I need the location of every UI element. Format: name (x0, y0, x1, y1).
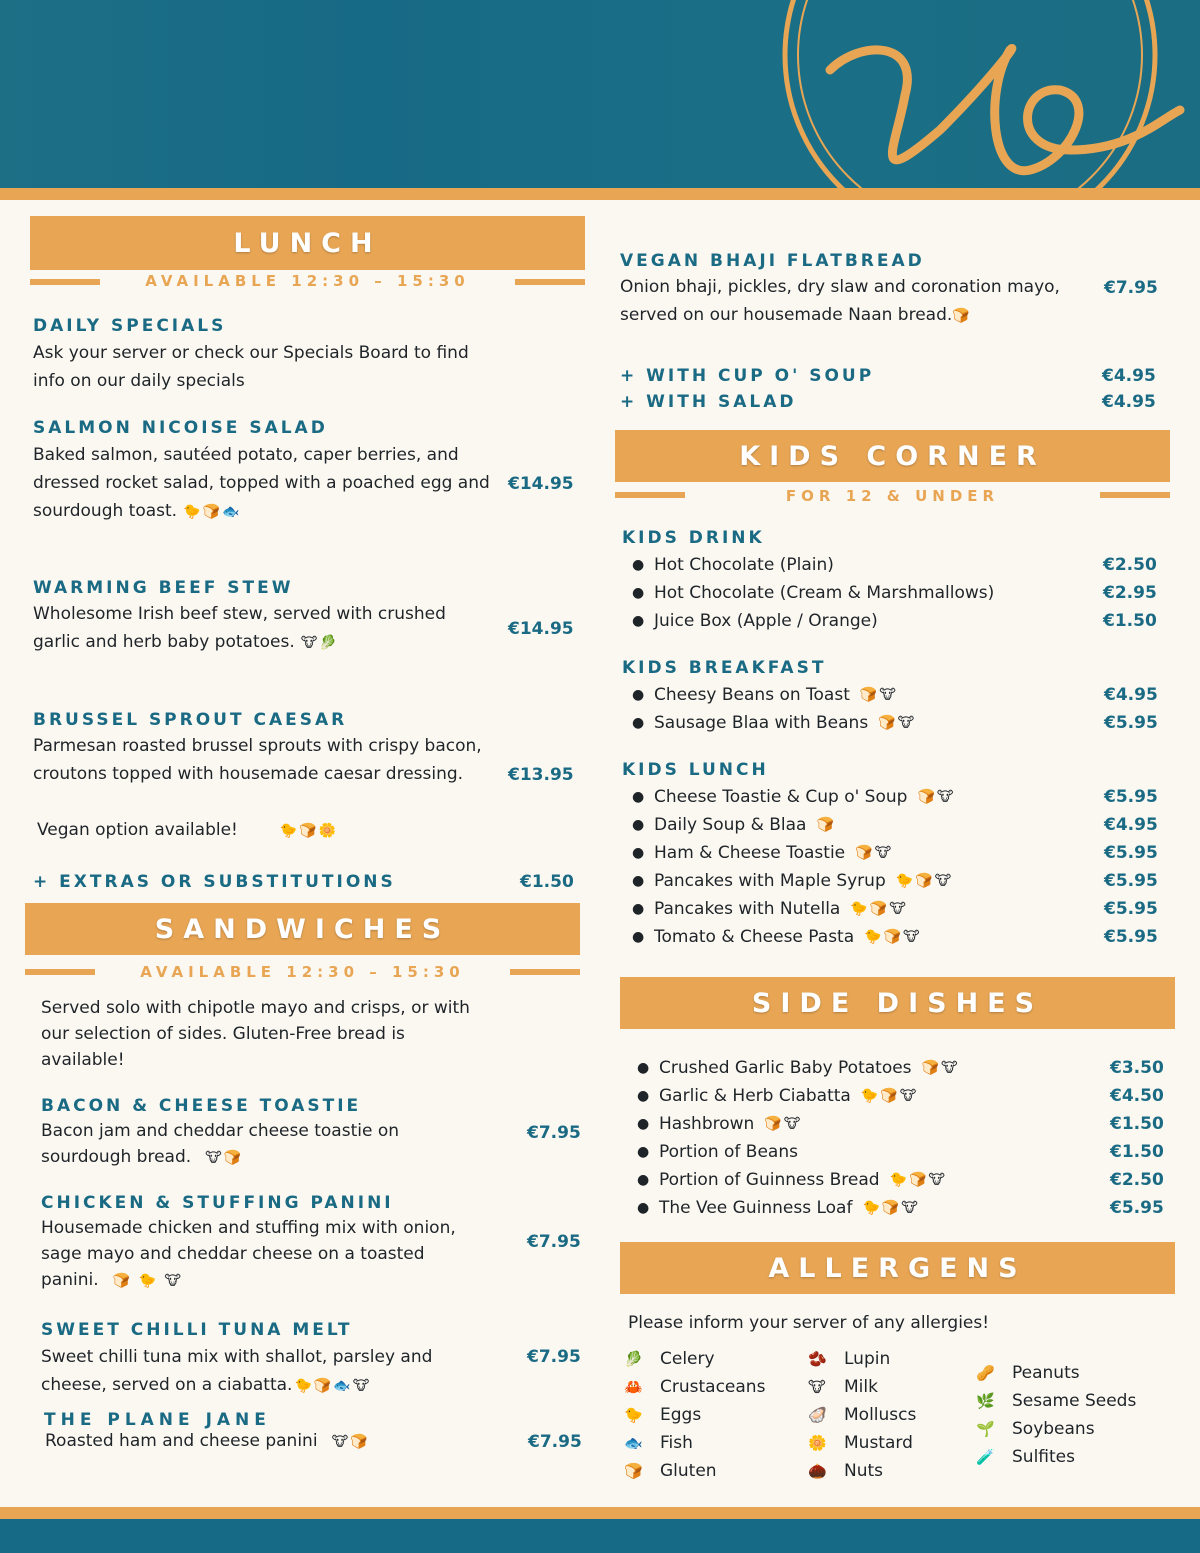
plane-jane-allergen-icons: 🐮🍞 (331, 1434, 370, 1450)
flatbread-allergen-icons: 🍞 (952, 308, 972, 324)
bullet-icon: ● (637, 1088, 650, 1104)
vegan-option-note: Vegan option available! 🐤🍞🌼 (37, 820, 339, 840)
sandwiches-availability: AVAILABLE 12:30 – 15:30 (140, 963, 465, 981)
allergen-peanuts-icon: 🥜 (976, 1364, 995, 1382)
allergen-label: Sesame Seeds (1012, 1391, 1137, 1411)
bullet-icon: ● (637, 1060, 650, 1076)
flatbread-heading: VEGAN BHAJI FLATBREAD (620, 251, 925, 271)
allergen-entry (808, 1429, 913, 1457)
kids-lunch-item-price: €5.95 (1104, 899, 1158, 919)
kids-breakfast-heading: KIDS BREAKFAST (622, 658, 827, 678)
allergen-sulfites-icon: 🧪 (976, 1448, 995, 1466)
sandwiches-intro: Served solo with chipotle mayo and crisps, or with our selection of sides. Gluten-Free bread is available! (41, 998, 470, 1070)
side-dish-item-name: Crushed Garlic Baby Potatoes (659, 1058, 912, 1078)
allergen-label: Crustaceans (660, 1377, 766, 1397)
kids-breakfast-item (632, 681, 898, 709)
bullet-icon: ● (637, 1200, 650, 1216)
allergen-entry (808, 1345, 890, 1373)
allergen-label: Molluscs (844, 1405, 917, 1425)
allergen-label: Lupin (844, 1349, 891, 1369)
allergen-entry (976, 1415, 1095, 1443)
chicken-allergen-icons: 🍞 🐤 🐮 (112, 1273, 183, 1289)
allergen-label: Mustard (844, 1433, 913, 1453)
kids-lunch-heading: KIDS LUNCH (622, 760, 769, 780)
header-stripe (0, 188, 1200, 200)
bullet-icon: ● (632, 613, 645, 629)
allergen-entry (808, 1457, 883, 1485)
bullet-icon: ● (632, 817, 645, 833)
extras-price: €1.50 (520, 872, 574, 892)
kids-drink-heading: KIDS DRINK (622, 528, 765, 548)
kids-lunch-item-price: €5.95 (1104, 787, 1158, 807)
sandwiches-subline-right (510, 969, 580, 975)
allergen-gluten-icon: 🍞 (624, 1462, 643, 1480)
brussel-allergen-icons: 🐤🍞🌼 (279, 823, 339, 839)
kids-breakfast-item-name: Sausage Blaa with Beans (654, 713, 869, 733)
allergen-entry (976, 1359, 1080, 1387)
bacon-toastie-desc: Bacon jam and cheddar cheese toastie on sourdough bread. 🐮🍞 (41, 1121, 399, 1167)
kids-breakfast-item-price: €4.95 (1104, 685, 1158, 705)
allergen-entry (624, 1345, 715, 1373)
side-dish-allergen-icons: 🍞🐮 (764, 1116, 803, 1132)
side-dish-allergen-icons: 🐤🍞🐮 (862, 1200, 920, 1216)
kids-lunch-allergen-icons: 🍞🐮 (855, 845, 894, 861)
lunch-availability: AVAILABLE 12:30 – 15:30 (145, 272, 470, 290)
daily-specials-heading: DAILY SPECIALS (33, 316, 227, 336)
kids-lunch-allergen-icons: 🐤🍞🐮 (864, 929, 922, 945)
allergen-label: Celery (660, 1349, 715, 1369)
kids-drink-item (632, 579, 994, 607)
bacon-toastie-heading: BACON & CHEESE TOASTIE (41, 1096, 362, 1116)
allergen-entry (976, 1387, 1136, 1415)
allergen-label: Eggs (660, 1405, 702, 1425)
side-dish-item-price: €4.50 (1110, 1086, 1164, 1106)
allergen-nuts-icon: 🌰 (808, 1462, 827, 1480)
bullet-icon: ● (632, 715, 645, 731)
bacon-toastie-price: €7.95 (527, 1123, 581, 1143)
kids-drink-item-price: €1.50 (1103, 611, 1157, 631)
kids-drink-item-price: €2.50 (1103, 555, 1157, 575)
footer-stripe (0, 1507, 1200, 1519)
kids-lunch-allergen-icons: 🍞 (816, 817, 836, 833)
brussel-caesar-desc: Parmesan roasted brussel sprouts with crispy bacon, croutons topped with housemade caesar dressing. (33, 736, 482, 784)
plane-jane-heading: THE PLANE JANE (44, 1410, 271, 1430)
kids-lunch-item (632, 839, 893, 867)
kids-age-note: FOR 12 & UNDER (785, 487, 1000, 505)
side-dish-item-price: €1.50 (1110, 1114, 1164, 1134)
kids-lunch-item (632, 783, 955, 811)
kids-breakfast-item (632, 709, 916, 737)
side-dish-item (637, 1138, 798, 1166)
addon-salad-label: + WITH SALAD (620, 392, 797, 412)
kids-lunch-item-price: €5.95 (1104, 927, 1158, 947)
allergen-label: Sulfites (1012, 1447, 1075, 1467)
kids-lunch-item-name: Daily Soup & Blaa (654, 815, 807, 835)
side-dish-item-name: Hashbrown (659, 1114, 755, 1134)
kids-lunch-allergen-icons: 🍞🐮 (917, 789, 956, 805)
allergen-entry (624, 1429, 693, 1457)
side-dish-allergen-icons: 🍞🐮 (921, 1060, 960, 1076)
kids-drink-item-price: €2.95 (1103, 583, 1157, 603)
kids-lunch-item-price: €4.95 (1104, 815, 1158, 835)
side-dish-item-name: Portion of Beans (659, 1142, 798, 1162)
flatbread-price: €7.95 (1104, 278, 1158, 298)
chicken-panini-price: €7.95 (527, 1232, 581, 1252)
bullet-icon: ● (632, 929, 645, 945)
allergen-entry (808, 1373, 878, 1401)
kids-breakfast-item-name: Cheesy Beans on Toast (654, 685, 850, 705)
plane-jane-price: €7.95 (528, 1432, 582, 1452)
kids-lunch-item-name: Tomato & Cheese Pasta (654, 927, 855, 947)
beef-stew-heading: WARMING BEEF STEW (33, 578, 294, 598)
kids-lunch-item-name: Cheese Toastie & Cup o' Soup (654, 787, 908, 807)
allergen-fish-icon: 🐟 (624, 1434, 643, 1452)
kids-lunch-item (632, 895, 908, 923)
bullet-icon: ● (632, 687, 645, 703)
addon-salad-price: €4.95 (1102, 392, 1156, 412)
kids-lunch-allergen-icons: 🐤🍞🐮 (850, 901, 908, 917)
allergen-entry (624, 1401, 701, 1429)
tuna-melt-price: €7.95 (527, 1347, 581, 1367)
bacon-allergen-icons: 🐮🍞 (205, 1150, 244, 1166)
allergens-banner: ALLERGENS (620, 1242, 1175, 1294)
kids-breakfast-item-price: €5.95 (1104, 713, 1158, 733)
lunch-subline-left (30, 279, 100, 285)
side-dish-item-name: The Vee Guinness Loaf (659, 1198, 853, 1218)
lunch-subline-right (515, 279, 585, 285)
kids-drink-item-name: Hot Chocolate (Plain) (654, 555, 834, 575)
kids-subline-right (1100, 492, 1170, 498)
side-dishes-banner: SIDE DISHES (620, 977, 1175, 1029)
allergen-sesame-seeds-icon: 🌿 (976, 1392, 995, 1410)
kids-lunch-item-name: Pancakes with Nutella (654, 899, 841, 919)
side-dish-item-name: Portion of Guinness Bread (659, 1170, 880, 1190)
side-dish-allergen-icons: 🐤🍞🐮 (889, 1172, 947, 1188)
salmon-allergen-icons: 🐤🍞🐟 (183, 504, 242, 520)
chicken-panini-heading: CHICKEN & STUFFING PANINI (41, 1193, 394, 1213)
allergy-notice: Please inform your server of any allergies! (628, 1313, 990, 1333)
allergen-soybeans-icon: 🌱 (976, 1420, 995, 1438)
kids-drink-item (632, 551, 834, 579)
allergen-label: Milk (844, 1377, 878, 1397)
chicken-panini-desc: Housemade chicken and stuffing mix with onion, sage mayo and cheddar cheese on a toasted panini. 🍞 🐤 🐮 (41, 1218, 456, 1290)
side-dish-item (637, 1054, 960, 1082)
bullet-icon: ● (632, 873, 645, 889)
allergen-label: Nuts (844, 1461, 884, 1481)
allergen-label: Fish (660, 1433, 693, 1453)
beef-allergen-icons: 🐮🥬 (300, 635, 339, 651)
beef-stew-price: €14.95 (508, 619, 574, 639)
sandwiches-banner: SANDWICHES (25, 903, 580, 955)
kids-lunch-item (632, 923, 922, 951)
addon-soup-price: €4.95 (1102, 366, 1156, 386)
brussel-caesar-price: €13.95 (508, 765, 574, 785)
allergen-mustard-icon: 🌼 (808, 1434, 827, 1452)
kids-corner-banner: KIDS CORNER (615, 430, 1170, 482)
salmon-salad-heading: SALMON NICOISE SALAD (33, 418, 328, 438)
allergen-molluscs-icon: 🦪 (808, 1406, 827, 1424)
salmon-salad-desc: Baked salmon, sautéed potato, caper berries, and dressed rocket salad, topped with a poached egg and sourdough toast. 🐤🍞🐟 (33, 445, 490, 521)
bullet-icon: ● (632, 585, 645, 601)
allergen-entry (808, 1401, 916, 1429)
tuna-melt-heading: SWEET CHILLI TUNA MELT (41, 1320, 353, 1340)
side-dish-item-name: Garlic & Herb Ciabatta (659, 1086, 851, 1106)
allergen-crustaceans-icon: 🦀 (624, 1378, 643, 1396)
allergen-label: Soybeans (1012, 1419, 1095, 1439)
kids-lunch-item (632, 867, 953, 895)
tuna-allergen-icons: 🐤🍞🐟🐮 (294, 1378, 372, 1394)
plane-jane-desc: Roasted ham and cheese panini 🐮🍞 (45, 1431, 370, 1451)
beef-stew-desc: Wholesome Irish beef stew, served with crushed garlic and herb baby potatoes. 🐮🥬 (33, 604, 446, 652)
kids-breakfast-allergen-icons: 🍞🐮 (878, 715, 917, 731)
lunch-banner: LUNCH (30, 216, 585, 270)
side-dish-item-price: €2.50 (1110, 1170, 1164, 1190)
bullet-icon: ● (632, 557, 645, 573)
side-dish-item (637, 1110, 802, 1138)
side-dish-item-price: €1.50 (1110, 1142, 1164, 1162)
allergen-label: Gluten (660, 1461, 717, 1481)
allergen-entry (624, 1457, 717, 1485)
side-dish-item-price: €5.95 (1110, 1198, 1164, 1218)
bullet-icon: ● (637, 1144, 650, 1160)
kids-lunch-item-price: €5.95 (1104, 843, 1158, 863)
bullet-icon: ● (637, 1172, 650, 1188)
bullet-icon: ● (632, 789, 645, 805)
kids-subline-left (615, 492, 685, 498)
kids-lunch-item (632, 811, 836, 839)
allergen-milk-icon: 🐮 (808, 1378, 826, 1396)
flatbread-desc: Onion bhaji, pickles, dry slaw and coronation mayo, served on our housemade Naan bread.🍞 (620, 277, 1060, 325)
kids-drink-item-name: Hot Chocolate (Cream & Marshmallows) (654, 583, 995, 603)
bullet-icon: ● (637, 1116, 650, 1132)
kids-lunch-item-price: €5.95 (1104, 871, 1158, 891)
side-dish-allergen-icons: 🐤🍞🐮 (860, 1088, 919, 1104)
side-dish-item (637, 1166, 947, 1194)
side-dish-item (637, 1082, 918, 1110)
kids-breakfast-allergen-icons: 🍞🐮 (859, 687, 898, 703)
brussel-caesar-heading: BRUSSEL SPROUT CAESAR (33, 710, 348, 730)
side-dish-item-price: €3.50 (1110, 1058, 1164, 1078)
bullet-icon: ● (632, 845, 645, 861)
allergen-label: Peanuts (1012, 1363, 1080, 1383)
side-dish-item (637, 1194, 920, 1222)
allergen-entry (976, 1443, 1075, 1471)
bullet-icon: ● (632, 901, 645, 917)
footer-band (0, 1519, 1200, 1553)
kids-lunch-allergen-icons: 🐤🍞🐮 (895, 873, 954, 889)
tuna-melt-desc: Sweet chilli tuna mix with shallot, parsley and cheese, served on a ciabatta. 🐤🍞🐟🐮 (41, 1347, 433, 1395)
sandwiches-subline-left (25, 969, 95, 975)
kids-drink-item-name: Juice Box (Apple / Orange) (654, 611, 878, 631)
ve-logo (770, 0, 1190, 188)
addon-soup-label: + WITH CUP O' SOUP (620, 366, 875, 386)
kids-lunch-item-name: Pancakes with Maple Syrup (654, 871, 886, 891)
allergen-eggs-icon: 🐤 (624, 1406, 643, 1424)
allergen-lupin-icon: 🫘 (808, 1350, 827, 1368)
kids-lunch-item-name: Ham & Cheese Toastie (654, 843, 846, 863)
allergen-celery-icon: 🥬 (624, 1350, 643, 1368)
extras-heading: + EXTRAS OR SUBSTITUTIONS (33, 872, 396, 892)
salmon-salad-price: €14.95 (508, 474, 574, 494)
daily-specials-desc: Ask your server or check our Specials Board to find info on our daily specials (33, 343, 469, 391)
kids-drink-item (632, 607, 878, 635)
allergen-entry (624, 1373, 765, 1401)
